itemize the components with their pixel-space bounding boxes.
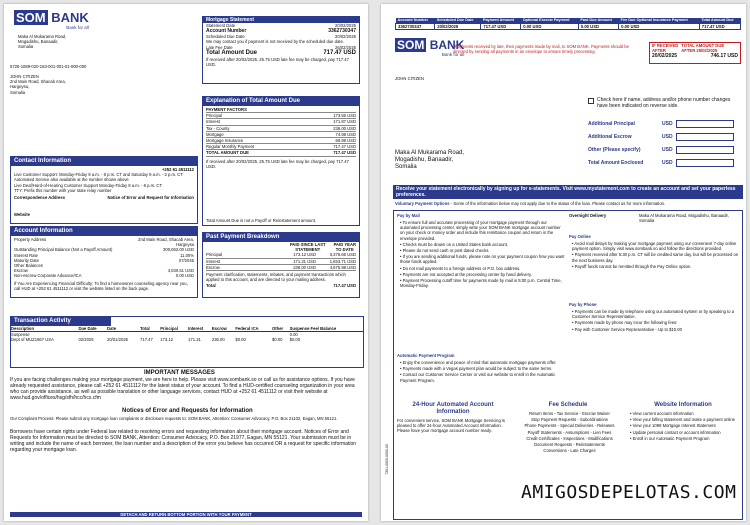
mail-item: • Do not mail payments to a foreign address or P.O. box address.: [400, 265, 521, 271]
explanation-label: Principal: [206, 113, 223, 119]
payment-amount-input[interactable]: [676, 146, 734, 154]
transaction-cell: Suspense: [11, 332, 30, 338]
fee-item: Return Items - Tax Service - Escrow Waiver: [529, 411, 610, 416]
account-label: Interest Rate: [14, 252, 38, 258]
notices-text: Borrowers have certain rights under Federal law related to resolving errors and requesting information about their mortgage account. Notices of Error and Requests for Information must be directed to SOM BANK, Attention: Consumer Advocacy, P.O. Box 21977, Eagan, MN 55121. Your submission must be in writing and include the name of each borrower, the loan number and a description of the error you believe has occurred OR a request for specific information regarding your mortgage loan.: [10, 429, 357, 453]
address-change-text: Check here if name, address and/or phone number changes have been indicated on reverse side.: [597, 97, 731, 109]
mail-item: • Payments are not accepted at the processing center by hand delivery.: [400, 271, 532, 277]
fee-item: Conversions - Late Charges: [543, 448, 596, 454]
coupon-value: 3362730347: [396, 24, 435, 30]
explanation-value: 69.99 USD: [335, 138, 356, 144]
pay-online-list: [569, 241, 739, 270]
past-ytd: 1,653.71 USD: [329, 258, 356, 264]
website-info-column: Website Information • View current account information • View your billing statement and make a payment online • View your 1098 Mortgage Interest Statement • Update personal contact or account information • Enroll in our Automatic Payment Program: [627, 402, 739, 442]
watermark-text: AMIGOSDEPELOTAS.COM: [521, 482, 737, 503]
payment-amount-input[interactable]: [676, 120, 734, 128]
past-since: 171.31 USD: [293, 258, 316, 264]
transaction-cell: 20/01/2025: [107, 337, 128, 343]
statement-page-coupon: [381, 4, 746, 521]
overnight-delivery: Overnight Delivery Maka Al Mukarama Road, Mogadishu, Banaadir, Somalia: [569, 213, 729, 224]
currency-label: USD: [662, 134, 673, 140]
customer-address: JOHN CITIZEN 2nd Main Road, Shacab Area, Hargeysa, Somalia: [10, 74, 66, 95]
coupon-col-header: Past Due Amount: [580, 18, 612, 22]
transaction-col-header: Description: [11, 326, 78, 332]
payment-field-row: [588, 133, 738, 141]
transaction-cell: 173.12: [160, 337, 174, 343]
currency-label: USD: [662, 121, 673, 127]
pay-online-heading: Pay Online: [569, 234, 591, 239]
bank-logo-coupon: SOM BANK Bank for all: [397, 38, 465, 57]
account-row: [14, 273, 194, 278]
auto-item: • Enjoy the convenience and peace of mind that automatic mortgage payments offer.: [400, 360, 557, 365]
coupon-value: 717.47 USD: [699, 24, 740, 30]
coupon-value: 20/02/2025: [435, 24, 481, 30]
explanation-value: 717.47 USD: [333, 144, 356, 150]
coupon-summary-table: [395, 18, 741, 30]
barcode-line: 5726-1089-020-163-001-001-01-000-000: [10, 64, 87, 69]
account-label: Property Address: [14, 237, 47, 242]
account-value: 300,062.00 USD: [163, 247, 194, 253]
past-label: Escrow: [206, 264, 220, 270]
transaction-cell: $0.00: [235, 337, 246, 343]
side-code: 7261-0000-0000-00: [385, 444, 389, 475]
account-value: 11.00%: [180, 252, 194, 258]
fee-item: Phone Payments - Special Deliveries - Releases: [524, 423, 615, 429]
account-label: Maturity Date: [14, 257, 39, 263]
past-label: Interest: [206, 258, 220, 264]
payment-field-row: [588, 159, 738, 167]
transaction-cell: $0.00: [272, 337, 283, 343]
automated-info-column: 24-Hour Automated Account Information For convenient service, SOM BANK Mortgage Servicing is pleased to offer 24-hour Automated Account Information. Please have your mortgage account number ready.: [397, 402, 505, 434]
explanation-label: PAYMENT FACTORS: [206, 107, 247, 112]
coupon-customer: JOHN CITIZEN: [395, 76, 424, 81]
late-fee-note: If received after 20/02/2025, 25.75 USD late fee may be charged, pay 717.47 USD.: [206, 158, 349, 169]
payment-field-row: [588, 120, 738, 128]
account-value: 2nd Main Road, Shacab Area,: [138, 237, 194, 242]
auto-payment-heading: Automatic Payment Program: [397, 353, 455, 358]
transaction-col-header: Principal: [160, 326, 188, 332]
transaction-cell: Dept of MUZ1667 USA: [11, 337, 54, 343]
explanation-label: Tax - County: [206, 125, 230, 131]
coupon-value: 0.00 USD: [578, 24, 618, 30]
account-value: 0.00 USD: [175, 273, 194, 279]
explanation-value: 74.98 USD: [335, 131, 356, 137]
past-since: 173.12 USD: [293, 252, 316, 258]
mail-item: • Checks must be drawn on a United States bank account.: [400, 241, 509, 247]
explanation-label: Regular Monthly Payment: [206, 144, 255, 150]
estatement-banner: Receive your statement electronically by signing up for e-statements. Visit www.mystatement.com to create an account and set your paperless preferences.: [393, 185, 743, 199]
coupon-col-header: Account Number: [397, 18, 429, 22]
vpo-line: Voluntary Payment Options - Some of the information below may not apply due to the status of the loan. Please contact us for more information.: [395, 201, 666, 206]
account-label: Escrow: [14, 268, 28, 274]
explanation-label: Interest: [206, 119, 220, 125]
mail-item: • Please do not send cash or post dated checks.: [400, 248, 490, 254]
transaction-row: [11, 337, 363, 342]
late-amount-box: IF RECEIVED AFTER TOTAL AMOUNT DUE AFTER 25/02/2025 20/02/2025 746.17 USD: [649, 42, 741, 64]
transaction-box: Transaction Activity Description Due Date Date Total Principal Interest Escrow Federal ICA Other Suspense Fee/ Balance Suspense 0.00 Dept of MUZ1667 USA 02/2025 20/01/2025 717.47 173.12 171.31 236.00 $0.00 $0.00 $0.00: [10, 316, 364, 368]
transaction-col-header: Other: [272, 326, 290, 332]
mortgage-statement-box: Mortgage Statement Statement Date 20/02/2025 Account Number 3362730347 Scheduled Due Date 20/02/2025 We may contact you if payment is not received by the scheduled due date. Late Fee Date 26/02/2025 Total Amount Due 717.47 USD If received after 20/02/2025, 25.75 USD late fee may be charged, pay 717.47 USD.: [202, 16, 360, 84]
pay-by-phone-heading: Pay by Phone: [569, 302, 597, 307]
coupon-value: 0.00 USD: [521, 24, 579, 30]
payment-amount-input[interactable]: [676, 159, 734, 167]
online-item: • Avoid mail delays by making your mortgage payment using our convenient 7-day online payment option. Simply visit www.sombank.so and follow the directions provided.: [572, 241, 737, 252]
fee-item: Payoff Statements - Assumptions - Lien Fees: [527, 429, 612, 435]
online-item: • Payment received after 5:30 p.m. CT will be credited same day, but will be processed on the next business day.: [572, 252, 739, 263]
coupon-value: 717.47 USD: [481, 24, 521, 30]
bank-logo: SOM BANK Bank for all: [16, 10, 89, 30]
bank-address: Maka Al Mukarama Road, Mogadishu, Banaadir, Somalia: [18, 34, 67, 50]
transaction-cell: 0.00: [289, 332, 298, 338]
explanation-label: Mortgage: [206, 131, 224, 137]
payment-warning: *Payments received by late, then payments made by mail, to SOM BANK. Payments should be directed by sending all payments in an envelope to ensure timely processing.: [453, 44, 629, 55]
important-title: IMPORTANT MESSAGES: [144, 370, 215, 376]
account-value: 07/2045: [178, 257, 194, 263]
past-payment-box: Past Payment Breakdown PAID SINCE LAST STATEMENT PAID YEAR TO DATE Principal 173.12 USD 3,376.66 USD Interest 171.31 USD 1,653.71 USD Escrow 236.00 USD 4,675.98 USD Payment clarification, statements, rebates, and payment transactions which applied to this account, and are directed to your mailing address. Total 717.47 USD: [202, 232, 360, 298]
transaction-cell: 717.47: [140, 337, 153, 343]
payment-field-row: [588, 146, 738, 154]
account-label: Non-escrow Corporate Advance/ICA: [14, 273, 82, 279]
fee-item: Stop Payment Requests - Subordinations: [531, 417, 608, 423]
transaction-col-header: Escrow: [212, 326, 235, 332]
explanation-row: [206, 150, 356, 156]
account-info-box: Account Information Property Address 2nd Main Road, Shacab Area, Hargeysa Outstanding Principal Balance (Not a Payoff Amount) 300,062.00 USD Interest Rate 11.00% Maturity Date 07/2045 Other Balances Escrow 4,030.61 USD Non-escrow Corporate Advance/ICA 0.00 USD If You Are Experiencing Financial Difficulty: To find a homeowner counseling agency near you, call HUD at +252 61 4511112 or visit the website listed on the back page.: [10, 226, 198, 298]
remit-address: Maka Al Mukarama Road, Mogadishu, Banaadir, Somalia: [395, 150, 465, 170]
explanation-value: 717.47 USD: [333, 150, 356, 156]
online-item: • Payoff funds cannot be remitted through the Pay Online option.: [572, 263, 692, 269]
statement-page-front: [4, 4, 368, 521]
pay-by-phone-list: [569, 309, 739, 333]
transaction-col-header: Suspense Fee/ Balance: [290, 326, 363, 332]
past-since: 236.00 USD: [293, 264, 316, 270]
website-item: • View your 1098 Mortgage Interest Statement: [630, 423, 716, 429]
transaction-col-header: Due Date: [78, 326, 107, 332]
coupon-col-header: Total Amount Due: [701, 18, 734, 22]
transaction-col-header: Federal ICA: [235, 326, 272, 332]
transaction-cell: $0.00: [289, 337, 301, 343]
explanation-label: TOTAL AMOUNT DUE: [206, 150, 249, 156]
past-ytd: 4,675.98 USD: [329, 264, 356, 270]
account-value: Hargeysa: [176, 242, 194, 248]
phone-item: • Payments made by phone may incur the following fees:: [572, 320, 678, 326]
pay-by-mail-list: [397, 220, 565, 289]
fee-schedule-column: Fee Schedule Return Items - Tax Service - Escrow Waiver Stop Payment Requests - Subordinations Phone Payments - Special Deliveries - Releases Payoff Statements - Assumptions - Lien Fees Credit Certificates - Inspections - Modifications Document Requests - Reinstatements Conversions - Late Charges: [513, 402, 623, 454]
payment-field-label: Total Amount Enclosed: [588, 160, 644, 166]
coupon-value: 0.00 USD: [619, 24, 700, 30]
website-item: • Enroll in our Automatic Payment Program: [630, 435, 710, 441]
contact-box: Contact Information +252 61 4511112 Live Customer Support: Monday-Friday 9 a.m. - 8 p.m. CT and Saturday 9 a.m. - 2 p.m. CT Automated Service also available at the number shown above Live Deaf/Hard-of-Hearing Customer Support Monday-Friday 9 a.m. - 8 p.m. CT TTY: Prefix this number with your state relay number Correspondence Address Notice of Error and Request for Information Website: [10, 156, 198, 224]
explanation-value: 171.87 USD: [333, 119, 356, 125]
transaction-col-header: Total: [140, 326, 160, 332]
past-ytd: 3,376.66 USD: [329, 252, 356, 258]
website-item: • Update personal contact or account information: [630, 429, 721, 435]
notices-title: Notices of Error and Requests for Information: [122, 408, 253, 414]
mail-item: • If you are sending additional funds, please note on your payment coupon how you want those funds applied.: [400, 254, 565, 265]
account-row: [14, 247, 194, 252]
payment-field-label: Additional Escrow: [588, 134, 632, 140]
mail-item: • Payment Processing cutoff time for payments made by mail is 5:00 p.m. Central Time, Monday-Friday.: [400, 278, 562, 289]
important-text: If you are facing challenges making your mortgage payment, we are here to help. Please visit www.sombank.so or call us for assistance options. If you have already requested assistance, please call +252 61 4511112 for the latest status of your account. To find a HUD-certified counseling organization in your area who can provide assistance, as well as possible translation or other language services, contact HUD at +252 61 4511112 or visit their website at www.hud.gov/offices/hsg/sfh/hcc/hcs.cfm: [10, 377, 355, 401]
coupon-col-header: Payment Amount: [482, 18, 514, 22]
payment-fields: [588, 120, 738, 172]
transaction-cell: 171.31: [188, 337, 201, 343]
payoff-note: Total Amount Due is not a Payoff or Reinstatement amount.: [206, 217, 317, 223]
transaction-cell: 236.00: [211, 337, 225, 343]
transaction-cell: 02/2025: [78, 337, 94, 343]
coupon-col-header: Optional Escrow Payment: [522, 18, 570, 22]
auto-item: • Payments made with a Vegas payment plan would be subject to the same terms.: [400, 366, 553, 372]
coupon-col-header: Fee Due Optional Insurance Payment: [620, 18, 688, 22]
transaction-table: [11, 326, 363, 343]
auto-item: • Contact our Customer Service Center or visit our website to enroll in the Automatic Payment Program.: [400, 372, 556, 383]
mail-item: • To ensure full and accurate processing of your mortgage payment through our automated processing center, simply write your SOM BANK mortgage account number on your check or money order and include this remittance coupon and return in the envelope provided.: [400, 220, 561, 241]
transaction-col-header: Interest: [188, 326, 212, 332]
auto-payment-list: [397, 360, 565, 384]
phone-item: • Payments can be made by telephone using our automated system or by speaking to a Customer Service Representative.: [572, 309, 735, 320]
currency-label: USD: [662, 147, 673, 153]
account-label: Outstanding Principal Balance (Not a Payoff Amount): [14, 247, 113, 253]
payment-field-label: Other (Please specify): [588, 147, 641, 153]
detach-bar: DETACH AND RETURN BOTTOM PORTION WITH YOUR PAYMENT: [10, 512, 362, 517]
past-label: Principal: [206, 252, 223, 258]
explanation-box: Explanation of Total Amount Due PAYMENT FACTORS Principal 173.56 USD Interest 171.87 USD Tax - County 236.00 USD Mortgage 74.98 USD Mortgage Insurance 69.99 USD Regular Monthly Payment 717.47 USD TOTAL AMOUNT DUE 717.47 USD If received after 20/02/2025, 25.75 USD late fee may be charged, pay 717.47 USD. Total Amount Due is not a Payoff or Reinstatement amount.: [202, 96, 360, 226]
address-change-checkbox[interactable]: [588, 98, 594, 104]
currency-label: USD: [662, 160, 673, 166]
fee-item: Credit Certificates - Inspections - Modifications: [526, 435, 613, 441]
payment-field-label: Additional Principal: [588, 121, 635, 127]
coupon-col-header: Scheduled Due Date: [436, 18, 474, 22]
complaint-text: Our Complaint Process: Please submit any mortgage loan complaints or disclosure requests to: SOM BANK, Attention: Consumer Advocacy, P.O. Box 21102, Eagan, MN 55121.: [10, 416, 338, 421]
transaction-col-header: Date: [107, 326, 140, 332]
payment-amount-input[interactable]: [676, 133, 734, 141]
account-label: Other Balances: [14, 263, 43, 269]
website-item: • View current account information: [630, 411, 694, 416]
phone-item: • Pay with Customer Service Representative - Up to $10.00: [572, 326, 682, 332]
website-item: • View your billing statement and make a payment online: [630, 417, 735, 423]
explanation-value: 173.56 USD: [333, 113, 356, 119]
account-value: 4,030.61 USD: [167, 268, 194, 274]
explanation-label: Mortgage Insurance: [206, 138, 244, 144]
explanation-value: 236.00 USD: [333, 125, 356, 131]
fee-item: Document Requests - Reinstatements: [534, 442, 605, 448]
pay-by-mail-heading: Pay by Mail: [397, 213, 420, 218]
